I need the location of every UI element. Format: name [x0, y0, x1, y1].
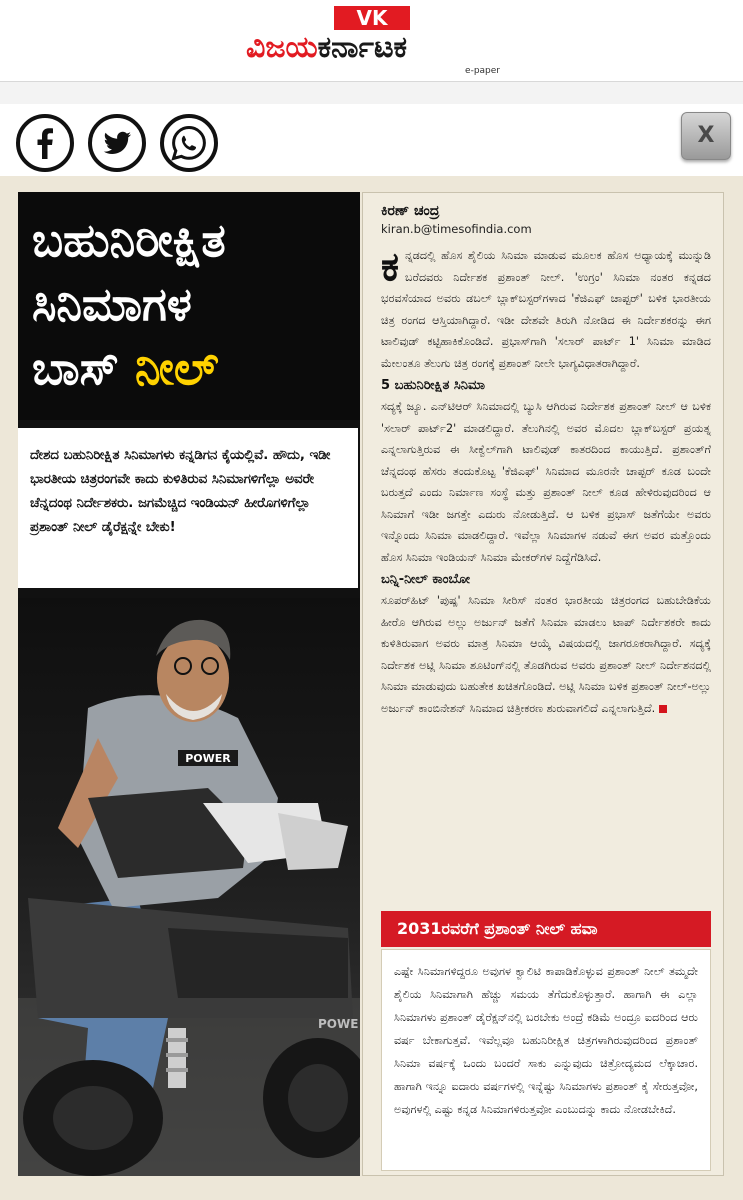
logo-badge: VK — [334, 6, 410, 30]
logo-subtitle: e-paper — [465, 66, 500, 76]
vehicle-print: POWE — [318, 1017, 359, 1031]
twitter-icon — [92, 118, 142, 168]
article-deck: ದೇಶದ ಬಹುನಿರೀಕ್ಷಿತ ಸಿನಿಮಾಗಳು ಕನ್ನಡಿಗನ ಕೈಯಲ್ಲಿವೆ. ಹೌದು, ಇಡೀ ಭಾರತೀಯ ಚಿತ್ರರಂಗವೇ ಕಾದು ಕುಳಿತಿರುವ ಸಿನಿಮಾಗಳಿಗೆಲ್ಲಾ ಅವರೇ ಚೆನ್ನದಂಥ ನಿರ್ದೇಶಕರು. ಜಗಮೆಚ್ಚಿದ ಇಂಡಿಯನ್ ಹೀರೊಗಳಿಗೆಲ್ಲಾ ಪ್ರಶಾಂತ್ ನೀಲ್ ಡೈರೆಕ್ಷನ್ನೇ ಬೇಕು! — [18, 428, 358, 588]
twitter-share-button[interactable] — [88, 114, 146, 172]
man-on-atv-illustration — [18, 598, 360, 1176]
headline-block — [18, 192, 360, 420]
logo-part2: ಕರ್ನಾಟಕ — [317, 30, 408, 65]
end-mark — [659, 705, 667, 713]
masthead — [0, 0, 743, 82]
headline-line-2: ಸಿನಿಮಾಗಳ — [32, 277, 192, 331]
headline-line-3 — [32, 336, 346, 400]
logo-part1: ವಿಜಯ — [246, 30, 318, 65]
paragraph-2: ಸದ್ಯಕ್ಕೆ ಜ್ಯೂ. ಎನ್‌ಟಿಆರ್ ಸಿನಿಮಾದಲ್ಲಿ ಬ್ಯುಸಿ ಆಗಿರುವ ನಿರ್ದೇಶಕ ಪ್ರಶಾಂತ್ ನೀಲ್ ಆ ಬಳಿಕ 'ಸಲಾರ್ ಪಾರ್ಟ್2' ಮಾಡಲಿದ್ದಾರೆ. ತೆಲುಗಿನಲ್ಲಿ ಅವರ ಮೊದಲ ಬ್ಲಾಕ್‌ಬಸ್ಟರ್ ಪ್ರಯತ್ನ ಎನ್ನಲಾಗುತ್ತಿರುವ ಈ ಸೀಕ್ವೆಲ್‌ಗಾಗಿ ಟಾಲಿವುಡ್ ಕಾತರದಿಂದ ಕಾಯುತ್ತಿದೆ. ಪ್ರಶಾಂತ್‌ಗೆ ಚೆನ್ನದಂಥ ಹೆಸರು ತಂದುಕೊಟ್ಟ 'ಕೆಜಿಎಫ್' ಸಿನಿಮಾದ ಮೂರನೇ ಚಾಪ್ಟರ್ ಕೂಡ ಬಂದೇ ಬರುತ್ತದೆ ಎಂದು ನಿರ್ಮಾಣ ಸಂಸ್ಥೆ ಮತ್ತು ಪ್ರಶಾಂತ್ ನೀಲ್ ಕೂಡ ಹೇಳಿರುವುದರಿಂದ ಆ ಸಿನಿಮಾಗೆ ಇಡೀ ಜಗತ್ತೇ ಎದುರು ನೋಡುತ್ತಿದೆ. ಆ ಬಳಿಕ ಪ್ರಭಾಸ್ ಜತೆಗೆಯೇ ಅವರು ಇನ್ನೊಂದು ಸಿನಿಮಾ ಮಾಡಲಿದ್ದಾರೆ. ಇವೆಲ್ಲಾ ಸಿನಿಮಾಗಳ ನಡುವೆ ಈಗ ಅವರ ಮತ್ತೊಂದು ಹೊಸ ಸಿನಿಮಾ ಇಂಡಿಯನ್ ಸಿನಿಮಾ ಮೇಕರ್‌ಗಳ ನಿದ್ದೆಗೆಡಿಸಿದೆ. — [381, 400, 711, 564]
sidebar-box-title: 2031ರವರೆಗೆ ಪ್ರಶಾಂತ್ ನೀಲ್ ಹವಾ — [381, 911, 711, 947]
paragraph-3: ಸೂಪರ್‌ಹಿಟ್ 'ಪುಷ್ಪ' ಸಿನಿಮಾ ಸೀರಿಸ್ ನಂತರ ಭಾರತೀಯ ಚಿತ್ರರಂಗದ ಬಹುಬೇಡಿಕೆಯ ಹೀರೊ ಆಗಿರುವ ಅಲ್ಲು ಅರ್ಜುನ್ ಜತೆಗೆ ಸಿನಿಮಾ ಮಾಡಲು ಟಾಪ್ ನಿರ್ದೇಶಕರೇ ಕಾದು ಕುಳಿತಿರುವಾಗ ಅವರು ಮಾತ್ರ ಸಿನಿಮಾ ಆಯ್ಕೆ ವಿಷಯದಲ್ಲಿ ಜಾಗರೂಕರಾಗಿದ್ದಾರೆ. ಸದ್ಯಕ್ಕೆ ನಿರ್ದೇಶಕ ಅಟ್ಲಿ ಸಿನಿಮಾ ಶೂಟಿಂಗ್‌ನಲ್ಲಿ ತೊಡಗಿರುವ ಅವರು ಪ್ರಶಾಂತ್ ನೀಲ್ ನಿರ್ದೇಶನದಲ್ಲಿ ಸಿನಿಮಾ ಮಾಡುವುದು ಬಹುತೇಕ ಖಚಿತಗೊಂಡಿದೆ. ಅಟ್ಲಿ ಸಿನಿಮಾ ಬಳಿಕ ಪ್ರಶಾಂತ್ ನೀಲ್-ಅಲ್ಲು ಅರ್ಜುನ್ ಕಾಂಬಿನೇಶನ್ ಸಿನಿಮಾದ ಚಿತ್ರೀಕರಣ ಶುರುವಾಗಲಿದೆ ಎನ್ನಲಾಗುತ್ತಿದೆ. — [381, 594, 711, 715]
paragraph-1: ನ್ನಡದಲ್ಲಿ ಹೊಸ ಶೈಲಿಯ ಸಿನಿಮಾ ಮಾಡುವ ಮೂಲಕ ಹೊಸ ಅಧ್ಯಾಯಕ್ಕೆ ಮುನ್ನುಡಿ ಬರೆದವರು ನಿರ್ದೇಶಕ ಪ್ರಶಾಂತ್ ನೀಲ್. 'ಉಗ್ರಂ' ಸಿನಿಮಾ ನಂತರ ಕನ್ನಡದ ಭರವಸೆಯಾದ ಅವರು ಡಬಲ್ ಬ್ಲಾಕ್‌ಬಸ್ಟರ್‌ಗಳಾದ 'ಕೆಜಿಎಫ್ ಚಾಪ್ಟರ್' ಬಳಿಕ ಭಾರತೀಯ ಚಿತ್ರ ರಂಗದ ಆಸ್ತಿಯಾಗಿದ್ದಾರೆ. ಇಡೀ ದೇಶವೇ ತಿರುಗಿ ನೋಡಿದ ಈ ನಿರ್ದೇಶಕರನ್ನು ಈಗ ಟಾಲಿವುಡ್ ಕಟ್ಟಿಹಾಕಿಕೊಂಡಿದೆ. ಪ್ರಭಾಸ್‌ಗಾಗಿ 'ಸಲಾರ್ ಪಾರ್ಟ್ 1' ಸಿನಿಮಾ ಮಾಡಿದ ಮೇಲಂತೂ ತೆಲುಗು ಚಿತ್ರ ರಂಗಕ್ಕೆ ಪ್ರಶಾಂತ್ ನೀಲೇ ಭಾಗ್ಯವಿಧಾತರಾಗಿದ್ದಾರೆ. — [381, 249, 711, 370]
whatsapp-icon — [164, 118, 214, 168]
logo-wordmark — [246, 30, 500, 66]
article-photo — [18, 598, 360, 1176]
facebook-icon — [20, 118, 70, 168]
close-button[interactable]: X — [681, 112, 731, 160]
author-email[interactable]: kiran.b@timesofindia.com — [381, 222, 532, 236]
vijaya-karnataka-logo[interactable] — [246, 6, 500, 74]
paragraph-3-wrap — [381, 590, 711, 719]
headline-word-yellow: ನೀಲ್ — [135, 341, 219, 395]
subhead-1: 5 ಬಹುನಿರೀಕ್ಷಿತ ಸಿನಿಮಾ — [381, 378, 485, 393]
article-clipping — [0, 176, 743, 1200]
sidebar-box-text: ಎಷ್ಟೇ ಸಿನಿಮಾಗಳಿದ್ದರೂ ಅವುಗಳ ಕ್ವಾಲಿಟಿ ಕಾಪಾಡಿಕೊಳ್ಳುವ ಪ್ರಶಾಂತ್ ನೀಲ್ ತಮ್ಮದೇ ಶೈಲಿಯ ಸಿನಿಮಾಗಾಗಿ ಹೆಚ್ಚು ಸಮಯ ತೆಗೆದುಕೊಳ್ಳುತ್ತಾರೆ. ಹಾಗಾಗಿ ಈ ಎಲ್ಲಾ ಸಿನಿಮಾಗಳು ಪ್ರಶಾಂತ್ ಡೈರೆಕ್ಷನ್‌ನಲ್ಲಿ ಬರಬೇಕು ಅಂದ್ರೆ ಕಡಿಮೆ ಅಂದ್ರೂ ಐದರಿಂದ ಆರು ವರ್ಷ ಬೇಕಾಗುತ್ತವೆ. ಇವೆಲ್ಲವೂ ಬಹುನಿರೀಕ್ಷಿತ ಚಿತ್ರಗಳಾಗಿರುವುದರಿಂದ ಪ್ರಶಾಂತ್ ಸಿನಿಮಾ ವರ್ಷಕ್ಕೆ ಒಂದು ಬಂದರೆ ಸಾಕು ಎನ್ನುವುದು ಚಿತ್ರೋದ್ಯಮದ ಲೆಕ್ಕಾಚಾರ. ಹಾಗಾಗಿ ಇನ್ನೂ ಐದಾರು ವರ್ಷಗಳಲ್ಲಿ ಇನ್ನೆಷ್ಟು ಸಿನಿಮಾಗಳು ಪ್ರಶಾಂತ್ ಕೈ ಸೇರುತ್ತವೋ, ಅವುಗಳಲ್ಲಿ ಎಷ್ಟು ಕನ್ನಡ ಸಿನಿಮಾಗಳಿರುತ್ತವೋ ಎಂಬುದನ್ನು ಕಾದು ನೋಡಬೇಕಿದೆ. — [381, 949, 711, 1171]
subhead-2: ಬನ್ನಿ-ನೀಲ್ ಕಾಂಬೋ — [381, 572, 470, 587]
drop-cap: ಕ — [381, 244, 399, 290]
whatsapp-share-button[interactable] — [160, 114, 218, 172]
facebook-share-button[interactable] — [16, 114, 74, 172]
share-bar — [0, 104, 743, 176]
shirt-print: POWER — [185, 752, 231, 765]
article-body — [381, 245, 711, 374]
headline-line-1: ಬಹುನಿರೀಕ್ಷಿತ — [32, 213, 226, 267]
header-divider — [0, 82, 743, 104]
author-byline: ಕಿರಣ್ ಚಂದ್ರ — [381, 203, 440, 219]
right-column — [362, 192, 724, 1176]
left-column — [18, 192, 360, 1176]
headline-word-white: ಬಾಸ್ — [32, 341, 119, 395]
